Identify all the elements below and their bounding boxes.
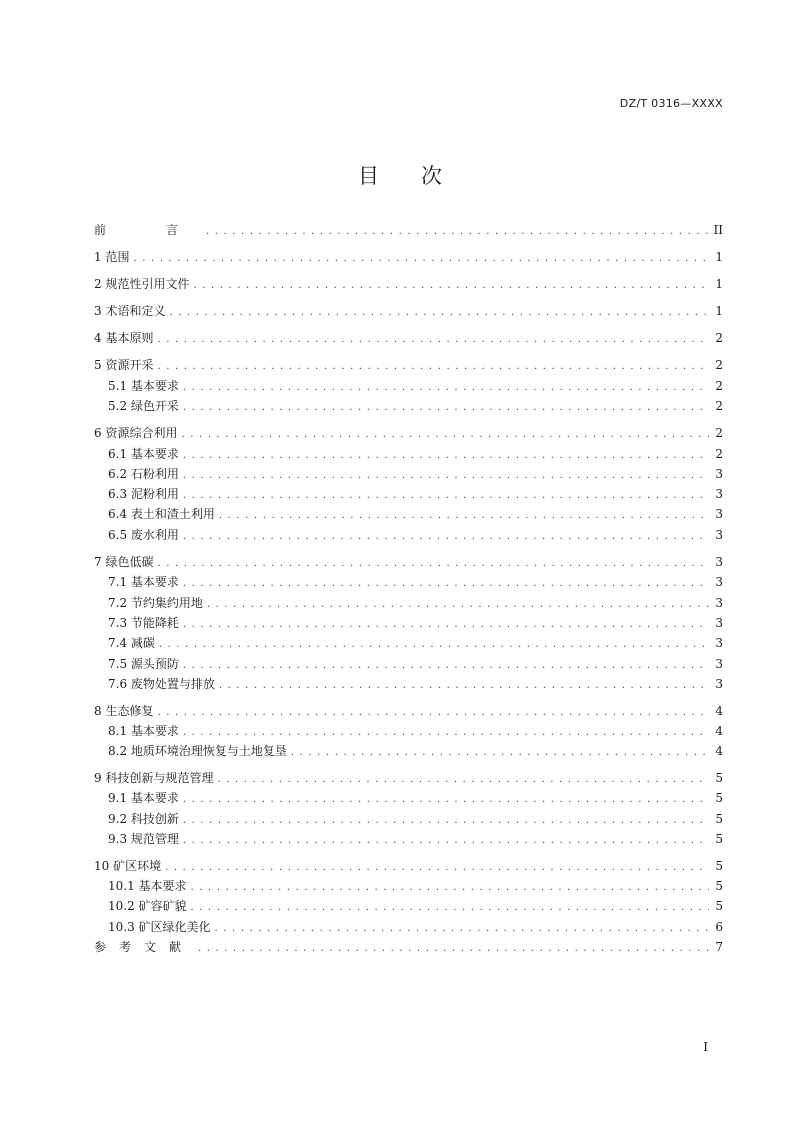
toc-entry[interactable] <box>108 676 723 692</box>
toc-entry-label: 10.2 矿容矿貌 <box>108 899 187 913</box>
toc-entry-page: 5 <box>715 812 723 826</box>
toc-entry[interactable] <box>94 249 723 265</box>
dot-leader <box>217 772 709 788</box>
dot-leader <box>191 900 709 916</box>
toc-entry-page: 2 <box>715 358 723 372</box>
toc-entry-page: 3 <box>715 507 723 521</box>
dot-leader <box>181 427 709 443</box>
dot-leader <box>198 941 709 957</box>
toc-entry-label: 8 生态修复 <box>94 704 154 718</box>
toc-entry-label: 5 资源开采 <box>94 358 154 372</box>
dot-leader <box>183 576 709 592</box>
toc-entry-page: 5 <box>715 859 723 873</box>
toc-entry-page: 2 <box>715 399 723 413</box>
toc-entry-label: 5.1 基本要求 <box>108 379 179 393</box>
toc-entry[interactable] <box>94 303 723 319</box>
dot-leader <box>215 921 709 937</box>
toc-entry-label: 2 规范性引用文件 <box>94 277 190 291</box>
toc-entry-page: 5 <box>715 879 723 893</box>
toc-entry-page: II <box>713 223 723 237</box>
toc-entry-label: 6.1 基本要求 <box>108 447 179 461</box>
dot-leader <box>183 380 709 396</box>
toc-entry-label: 9.1 基本要求 <box>108 791 179 805</box>
toc-entry[interactable] <box>108 743 723 759</box>
toc-entry[interactable] <box>108 878 723 894</box>
toc-entry-label: 9.2 科技创新 <box>108 812 179 826</box>
toc-entry-page: 1 <box>715 277 723 291</box>
toc-entry-label: 8.1 基本要求 <box>108 724 179 738</box>
toc-entry-label: 9 科技创新与规范管理 <box>94 771 214 785</box>
toc-title-char-1: 目 <box>358 164 379 188</box>
toc-entry-page: 3 <box>715 657 723 671</box>
toc-entry[interactable] <box>108 723 723 739</box>
toc-entry-page: 3 <box>715 636 723 650</box>
toc-entry[interactable] <box>108 506 723 522</box>
toc-entry-label: 4 基本原则 <box>94 331 154 345</box>
toc-entry[interactable] <box>94 222 723 238</box>
toc-entry-page: 1 <box>715 304 723 318</box>
toc-entry-label: 前 言 <box>94 223 203 237</box>
toc-title-char-2: 次 <box>421 164 442 188</box>
toc-entry[interactable] <box>108 919 723 935</box>
dot-leader <box>159 637 709 653</box>
dot-leader <box>157 359 709 375</box>
toc-entry[interactable] <box>94 939 723 955</box>
toc-entry-page: 6 <box>715 920 723 934</box>
toc-entry[interactable] <box>108 656 723 672</box>
toc-entry[interactable] <box>108 811 723 827</box>
toc-entry-page: 2 <box>715 379 723 393</box>
page-number: I <box>703 1040 708 1054</box>
toc-entry-label: 5.2 绿色开采 <box>108 399 179 413</box>
dot-leader <box>219 678 709 694</box>
toc-entry-label: 1 范围 <box>94 250 130 264</box>
toc-entry-page: 5 <box>715 832 723 846</box>
toc-entry-page: 2 <box>715 447 723 461</box>
toc-entry[interactable] <box>108 615 723 631</box>
dot-leader <box>183 529 709 545</box>
dot-leader <box>183 658 709 674</box>
dot-leader <box>183 617 709 633</box>
toc-entry[interactable] <box>94 425 723 441</box>
toc-entry[interactable] <box>108 466 723 482</box>
toc-entry-page: 3 <box>715 487 723 501</box>
toc-entry[interactable] <box>94 770 723 786</box>
dot-leader <box>183 813 709 829</box>
toc-entry[interactable] <box>108 898 723 914</box>
standard-code: DZ/T 0316—XXXX <box>619 97 723 110</box>
toc-entry-label: 7.2 节约集约用地 <box>108 596 203 610</box>
toc-entry-page: 5 <box>715 771 723 785</box>
dot-leader <box>183 468 709 484</box>
toc-entry-label: 7.5 源头预防 <box>108 657 179 671</box>
toc-entry-page: 3 <box>715 596 723 610</box>
toc-entry-label: 8.2 地质环境治理恢复与土地复垦 <box>108 744 287 758</box>
toc-entry-label: 3 术语和定义 <box>94 304 166 318</box>
toc-entry-page: 4 <box>715 704 723 718</box>
toc-entry[interactable] <box>94 703 723 719</box>
toc-entry-label: 7 绿色低碳 <box>94 555 154 569</box>
dot-leader <box>157 705 709 721</box>
toc-entry-page: 1 <box>715 250 723 264</box>
toc-entry[interactable] <box>94 276 723 292</box>
toc-entry-page: 3 <box>715 528 723 542</box>
toc-entry-label: 7.4 减碳 <box>108 636 155 650</box>
dot-leader <box>191 880 709 896</box>
dot-leader <box>183 833 709 849</box>
dot-leader <box>183 488 709 504</box>
dot-leader <box>169 305 709 321</box>
toc-entry-label: 7.6 废物处置与排放 <box>108 677 215 691</box>
toc-entry-page: 3 <box>715 677 723 691</box>
toc-entry-page: 2 <box>715 426 723 440</box>
toc-entry-label: 10 矿区环境 <box>94 859 162 873</box>
toc-entry-page: 3 <box>715 575 723 589</box>
toc-entry-page: 5 <box>715 899 723 913</box>
dot-leader <box>183 792 709 808</box>
dot-leader <box>193 278 709 294</box>
toc-entry-label: 6.2 石粉利用 <box>108 467 179 481</box>
dot-leader <box>207 597 709 613</box>
toc-entry[interactable] <box>108 527 723 543</box>
dot-leader <box>157 332 709 348</box>
dot-leader <box>206 224 709 240</box>
toc-entry-page: 3 <box>715 555 723 569</box>
toc-entry[interactable] <box>108 595 723 611</box>
toc-entry-label: 10.1 基本要求 <box>108 879 187 893</box>
dot-leader <box>183 448 709 464</box>
toc-entry[interactable] <box>108 486 723 502</box>
toc-entry[interactable] <box>108 574 723 590</box>
toc-entry-page: 5 <box>715 791 723 805</box>
toc-entry-label: 7.3 节能降耗 <box>108 616 179 630</box>
toc-entry-page: 7 <box>715 940 723 954</box>
toc-entry-page: 2 <box>715 331 723 345</box>
toc-entry-label: 7.1 基本要求 <box>108 575 179 589</box>
toc-entry-label: 10.3 矿区绿化美化 <box>108 920 211 934</box>
dot-leader <box>157 556 709 572</box>
toc-entry[interactable] <box>108 446 723 462</box>
toc-entry-label: 9.3 规范管理 <box>108 832 179 846</box>
toc-entry-label: 6 资源综合利用 <box>94 426 178 440</box>
toc-entry-page: 4 <box>715 724 723 738</box>
toc-entry[interactable] <box>108 398 723 414</box>
toc-entry-label: 6.3 泥粉利用 <box>108 487 179 501</box>
toc-entry[interactable] <box>108 790 723 806</box>
dot-leader <box>165 860 709 876</box>
toc-entry[interactable] <box>108 635 723 651</box>
toc-title <box>0 160 800 190</box>
toc-entry-page: 4 <box>715 744 723 758</box>
dot-leader <box>291 745 709 761</box>
toc-entry-label: 6.4 表土和渣土利用 <box>108 507 215 521</box>
toc-entry[interactable] <box>108 378 723 394</box>
toc-entry[interactable] <box>108 831 723 847</box>
dot-leader <box>183 725 709 741</box>
toc-entry-label: 6.5 废水利用 <box>108 528 179 542</box>
toc-entry[interactable] <box>94 554 723 570</box>
dot-leader <box>183 400 709 416</box>
dot-leader <box>133 251 709 267</box>
toc-entry[interactable] <box>94 858 723 874</box>
toc-entry[interactable] <box>94 357 723 373</box>
toc-entry-page: 3 <box>715 467 723 481</box>
dot-leader <box>219 508 709 524</box>
toc-entry-page: 3 <box>715 616 723 630</box>
toc-entry-label: 参考文献 <box>94 940 195 954</box>
toc-entry[interactable] <box>94 330 723 346</box>
